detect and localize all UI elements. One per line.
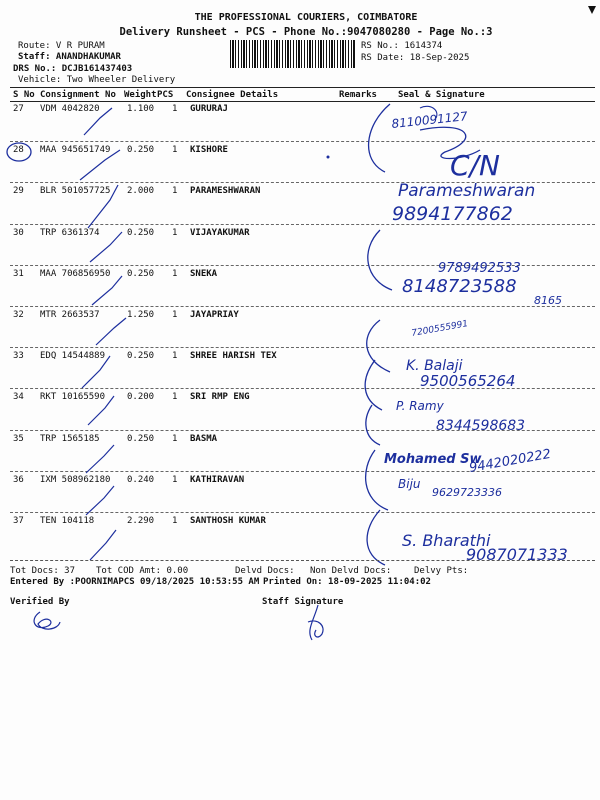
handwritten-phone-30: 9789492533 (438, 261, 521, 276)
row-pcs: 1 (172, 268, 178, 279)
row-pcs: 1 (172, 392, 178, 403)
row-consignee: SNEKA (190, 268, 218, 279)
row-weight: 1.250 (127, 310, 155, 320)
row-consignee: SRI RMP ENG (190, 392, 250, 403)
row-weight: 0.240 (127, 474, 155, 485)
tick-mark-27 (84, 108, 112, 135)
row-consignee: SHREE HARISH TEX (190, 351, 277, 362)
col-sno: S No (13, 90, 35, 100)
signature-stroke-37 (367, 510, 385, 565)
rs-date: RS Date: 18-Sep-2025 (361, 53, 470, 63)
row-sno: 27 (13, 104, 24, 114)
handwritten-phone-34: 8344598683 (436, 418, 526, 434)
handwritten-name-34: P. Ramy (396, 399, 444, 413)
handwritten-phone-32: 7200555991 (410, 319, 469, 339)
row-28-circle-mark (7, 143, 31, 161)
runsheet-title: Delivery Runsheet - PCS - Phone No.:9047080280 - Page No.:3 (119, 26, 493, 38)
row-pcs: 1 (172, 186, 178, 197)
row-weight: 0.250 (127, 145, 155, 156)
row-consignment-no: MAA 706856950 (40, 268, 111, 279)
handwritten-phone-37: 9087071333 (466, 545, 568, 564)
col-weight: Weight (124, 90, 157, 100)
row-pcs: 1 (172, 145, 178, 156)
delivery-points: Delvy Pts: (414, 566, 469, 576)
handwritten-phone-33: 9500565264 (420, 372, 516, 390)
row-consignee: VIJAYAKUMAR (190, 227, 250, 238)
handwritten-phone-27: 8110091127 (390, 109, 469, 131)
handwritten-name-36: Biju (398, 477, 421, 491)
staff-signature-scribble (308, 605, 323, 640)
row-consignment-no: RKT 10165590 (40, 392, 106, 403)
row-sno: 35 (13, 433, 24, 444)
delivered-docs: Delvd Docs: (235, 566, 295, 576)
row-consignment-no: TEN 104118 (40, 516, 95, 526)
handwritten-name-29: Parameshwaran (398, 181, 536, 201)
non-delivered-docs: Non Delvd Docs: (310, 566, 392, 576)
total-cod-amount: Tot COD Amt: 0.00 (96, 566, 189, 576)
row-pcs: 1 (172, 104, 178, 114)
handwritten-name-33: K. Balaji (406, 358, 463, 374)
row-weight: 0.250 (127, 351, 155, 362)
row-consignee: SANTHOSH KUMAR (190, 516, 266, 526)
row-pcs: 1 (172, 433, 178, 444)
row-consignee: BASMA (190, 433, 218, 444)
row-weight: 0.200 (127, 392, 155, 403)
staff-name: Staff: ANANDHAKUMAR (18, 52, 121, 62)
printed-on: Printed On: 18-09-2025 11:04:02 (263, 577, 431, 587)
row-weight: 1.100 (127, 104, 155, 114)
col-consignment: Consignment No (40, 90, 116, 100)
row-weight: 2.000 (127, 186, 155, 197)
drs-number: DRS No.: DCJB161437403 (13, 64, 133, 74)
company-name: THE PROFESSIONAL COURIERS, COIMBATORE (194, 12, 418, 23)
row-consignment-no: MAA 945651749 (40, 145, 111, 156)
rs-number: RS No.: 1614374 (361, 41, 443, 51)
signature-stroke-27 (369, 104, 390, 172)
col-consignee: Consignee Details (186, 90, 279, 100)
row-sno: 29 (13, 186, 24, 197)
row-pcs: 1 (172, 310, 178, 320)
row-consignment-no: VDM 4042820 (40, 104, 100, 114)
staff-signature-label: Staff Signature (262, 597, 344, 607)
col-remarks: Remarks (339, 90, 377, 100)
tick-mark-33 (82, 356, 110, 388)
handwritten-phone-36: 9629723336 (432, 486, 502, 499)
total-docs: Tot Docs: 37 (10, 566, 76, 576)
tick-mark-28 (80, 150, 120, 180)
row-sno: 31 (13, 268, 24, 279)
verified-by-label: Verified By (10, 597, 70, 607)
signature-stroke-34 (366, 405, 380, 445)
tick-mark-35 (86, 445, 114, 473)
row-sno: 34 (13, 392, 24, 403)
row-sno: 28 (13, 145, 24, 156)
row-consignment-no: IXM 508962180 (40, 474, 111, 485)
row-consignee: KISHORE (190, 145, 228, 156)
handwritten-phone-35: 9442020222 (468, 446, 553, 476)
vehicle-type: Vehicle: Two Wheeler Delivery (18, 75, 176, 85)
tick-mark-30 (90, 232, 122, 262)
row-consignee: GURURAJ (190, 104, 228, 114)
row-weight: 0.250 (127, 268, 155, 279)
verified-by-signature (34, 612, 60, 629)
tick-mark-31 (92, 276, 122, 305)
row-sno: 37 (13, 516, 24, 526)
tick-mark-36 (86, 486, 114, 515)
handwritten-note-31: 8165 (534, 294, 562, 307)
row-sno: 33 (13, 351, 24, 362)
row-consignment-no: TRP 1565185 (40, 433, 100, 444)
handwritten-cn-28: C/N (450, 149, 500, 182)
tick-mark-37 (90, 530, 116, 560)
row-consignment-no: TRP 6361374 (40, 227, 100, 238)
col-pcs: PCS (157, 90, 174, 100)
row-pcs: 1 (172, 351, 178, 362)
row-sno: 32 (13, 310, 24, 320)
tick-mark-34 (88, 396, 114, 425)
row-weight: 0.250 (127, 433, 155, 444)
signature-stroke-30 (368, 230, 392, 290)
tick-mark-29 (88, 185, 118, 228)
row-sno: 30 (13, 227, 24, 238)
route: Route: V R PURAM (18, 41, 105, 51)
ink-dot (327, 156, 330, 159)
row-consignee: JAYAPRIAY (190, 310, 239, 320)
footer-rule (10, 560, 595, 561)
col-seal: Seal & Signature (398, 90, 485, 100)
handwritten-name-37: S. Bharathi (402, 531, 491, 550)
row-consignment-no: BLR 501057725 (40, 186, 111, 197)
row-pcs: 1 (172, 474, 178, 485)
signature-stroke-32 (367, 320, 390, 372)
handwritten-name-35: Mohamed Sw (384, 452, 482, 467)
tick-mark-32 (96, 318, 126, 345)
handwritten-phone-31: 8148723588 (402, 276, 517, 297)
row-pcs: 1 (172, 227, 178, 238)
row-consignment-no: MTR 2663537 (40, 310, 100, 320)
row-pcs: 1 (172, 516, 178, 526)
row-sno: 36 (13, 474, 24, 485)
row-weight: 2.290 (127, 516, 155, 526)
signature-stroke-33 (365, 360, 382, 410)
row-consignee: KATHIRAVAN (190, 474, 245, 485)
row-consignment-no: EDQ 14544889 (40, 351, 106, 362)
row-consignee: PARAMESHWARAN (190, 186, 261, 197)
entered-by: Entered By :POORNIMAPCS 09/18/2025 10:53:55 AM (10, 577, 260, 587)
handwritten-phone-29: 9894177862 (392, 203, 513, 225)
row-weight: 0.250 (127, 227, 155, 238)
